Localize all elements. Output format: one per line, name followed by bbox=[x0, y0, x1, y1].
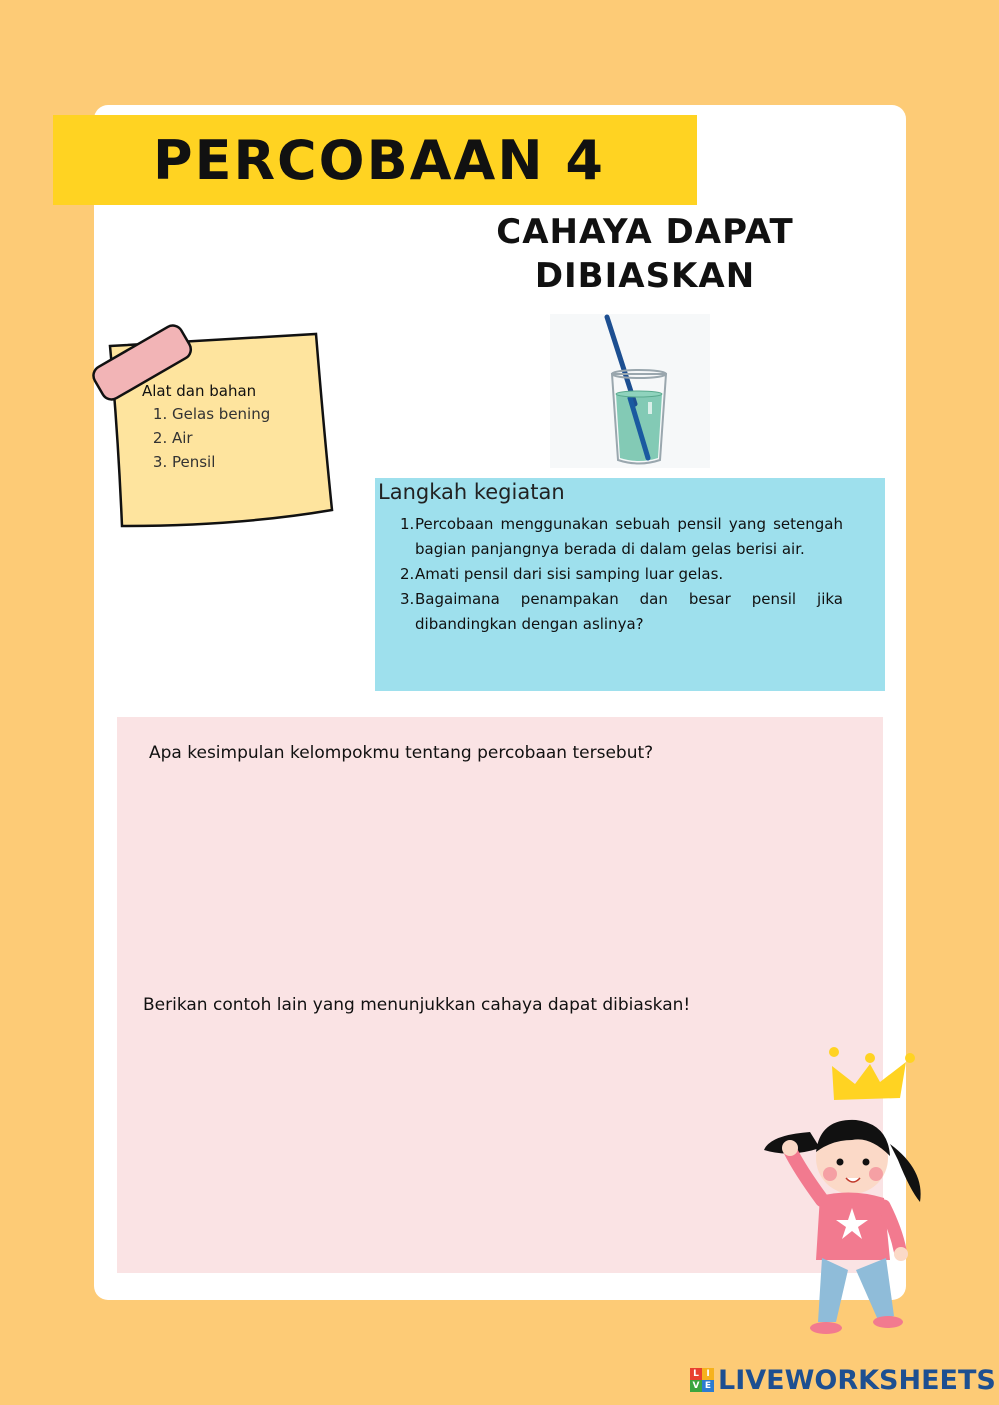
page-title: PERCOBAAN 4 bbox=[153, 129, 605, 192]
materials-list bbox=[142, 382, 270, 476]
material-item: 2. Air bbox=[172, 428, 270, 448]
subtitle-line-1: CAHAYA DAPAT bbox=[496, 212, 794, 252]
step-text: Bagaimana penampakan dan besar pensil jika dibandingkan dengan aslinya? bbox=[415, 590, 843, 633]
step-item: 1. Percobaan menggunakan sebuah pensil yang setengah bagian panjangnya berada di dalam gelas berisi air. bbox=[400, 515, 843, 558]
steps-heading: Langkah kegiatan bbox=[378, 480, 565, 504]
materials-items bbox=[142, 404, 270, 472]
girl-crown-illustration bbox=[760, 1040, 930, 1340]
step-item: 2. Amati pensil dari sisi samping luar gelas. bbox=[400, 565, 724, 583]
liveworksheets-brand[interactable] bbox=[690, 1364, 996, 1396]
steps-list bbox=[400, 512, 843, 637]
title-banner bbox=[53, 115, 697, 205]
question-example: Berikan contoh lain yang menunjukkan cahaya dapat dibiaskan! bbox=[143, 995, 691, 1015]
material-item: 1. Gelas bening bbox=[172, 404, 270, 424]
logo-letter: V bbox=[690, 1380, 702, 1392]
step-text: Percobaan menggunakan sebuah pensil yang setengah bagian panjangnya berada di dalam gelas berisi air. bbox=[415, 515, 843, 558]
subtitle-line-2: DIBIASKAN bbox=[534, 256, 756, 296]
materials-heading: Alat dan bahan bbox=[142, 382, 257, 400]
logo-letter: E bbox=[702, 1380, 714, 1392]
glass-pencil-illustration bbox=[550, 314, 710, 468]
liveworksheets-logo-icon bbox=[690, 1368, 714, 1392]
step-text: Amati pensil dari sisi samping luar gelas. bbox=[415, 565, 724, 583]
page-subtitle bbox=[470, 210, 820, 298]
question-conclusion: Apa kesimpulan kelompokmu tentang percobaan tersebut? bbox=[149, 743, 654, 763]
brand-name: LIVEWORKSHEETS bbox=[718, 1364, 996, 1396]
logo-letter: L bbox=[690, 1368, 702, 1380]
logo-letter: I bbox=[702, 1368, 714, 1380]
material-item: 3. Pensil bbox=[172, 452, 270, 472]
step-item: 3. Bagaimana penampakan dan besar pensil jika dibandingkan dengan aslinya? bbox=[400, 590, 843, 633]
steps-box bbox=[375, 478, 885, 691]
